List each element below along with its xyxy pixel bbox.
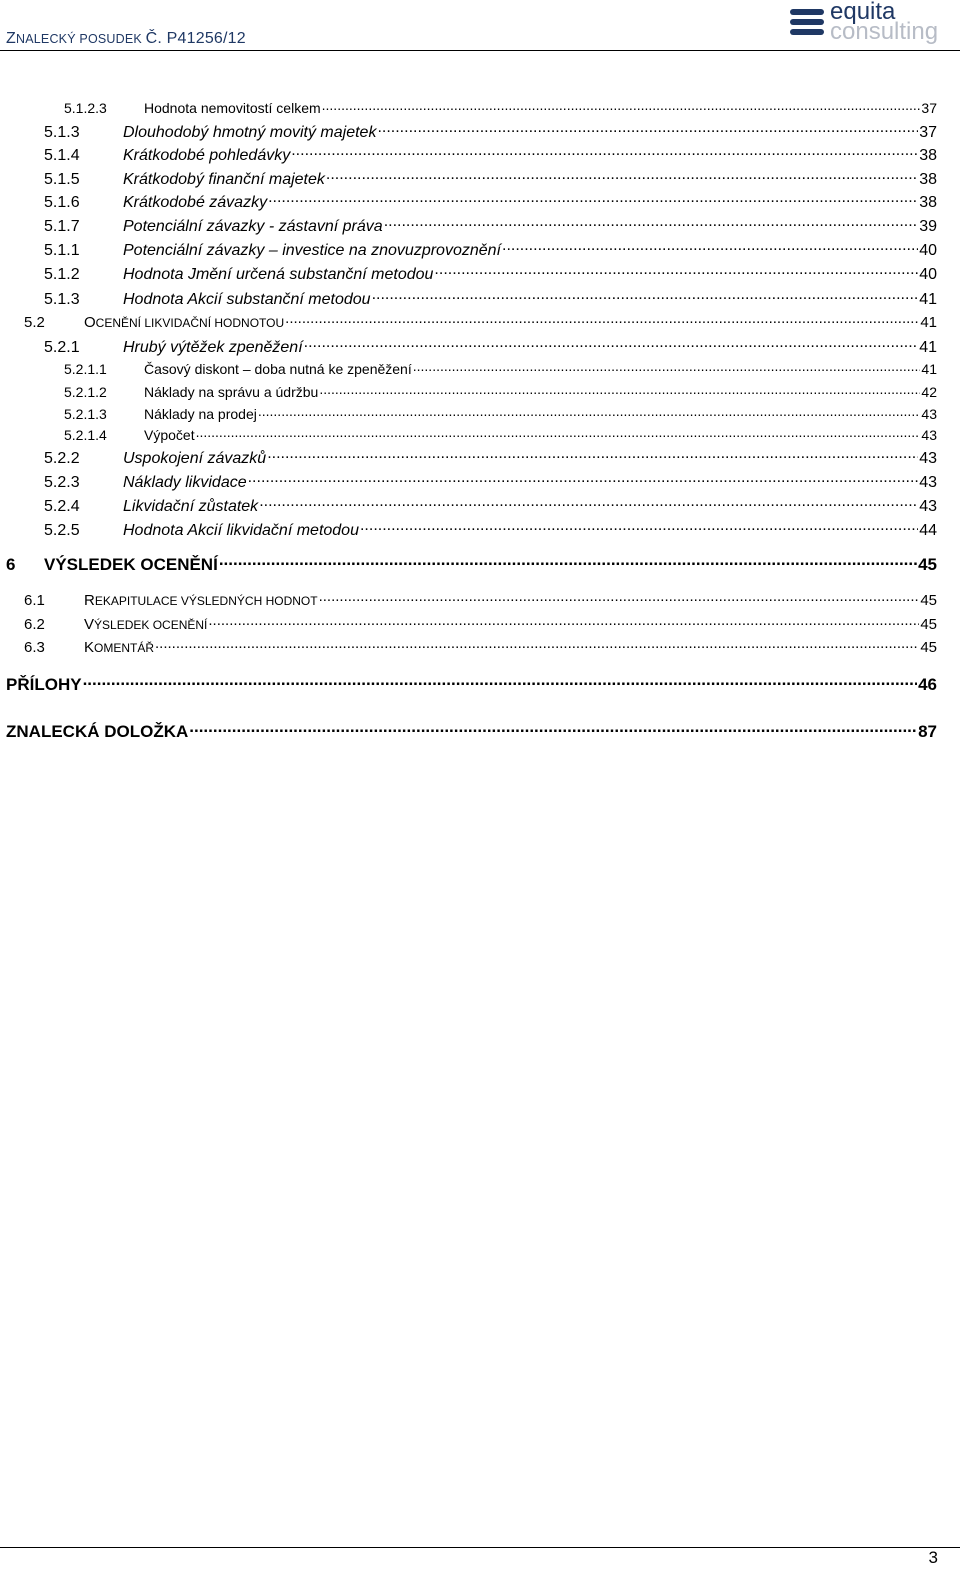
toc-number: 5.2.5 [44, 522, 80, 539]
toc-page: 43 [921, 406, 937, 422]
toc-number: 5.1.2.3 [64, 100, 107, 116]
toc-number: 5.2.4 [44, 498, 80, 515]
toc-leader [319, 590, 920, 605]
toc-entry[interactable] [64, 426, 937, 443]
toc-leader [189, 720, 917, 737]
toc-title: Krátkodobé závazky [123, 194, 268, 211]
toc-number: 5.1.2 [44, 266, 80, 283]
toc-leader [285, 312, 919, 327]
toc-number: 5.1.6 [44, 194, 80, 211]
toc-page: 42 [921, 384, 937, 400]
toc-leader [259, 495, 918, 511]
toc-title: Časový diskont – doba nutná ke zpeněžení [144, 361, 412, 377]
toc-number: 5.2.1 [44, 339, 80, 356]
toc-leader [291, 144, 918, 160]
toc-title: Likvidační zůstatek [123, 498, 259, 515]
toc-title: Hodnota Akcií likvidační metodou [123, 522, 359, 539]
toc-page: 37 [919, 124, 937, 141]
toc-leader [319, 383, 920, 397]
toc-entry[interactable] [44, 239, 937, 260]
toc-entry[interactable] [64, 360, 937, 377]
toc-page: 87 [918, 722, 937, 741]
toc-number: 6.2 [24, 616, 45, 633]
page-number: 3 [928, 1548, 938, 1567]
toc-leader [155, 637, 919, 652]
toc-page: 41 [919, 291, 937, 308]
toc-title: Dlouhodobý hmotný movitý majetek [123, 124, 377, 141]
toc-leader [219, 553, 917, 570]
toc-page: 41 [921, 361, 937, 377]
toc-page: 46 [918, 675, 937, 694]
toc-entry[interactable] [6, 553, 937, 575]
toc-page: 41 [919, 339, 937, 356]
toc-title: ZNALECKÁ DOLOŽKA [6, 722, 189, 741]
toc-title: Výpočet [144, 427, 195, 443]
toc-title: Hodnota Akcií substanční metodou [123, 291, 371, 308]
toc-title: Krátkodobý finanční majetek [123, 171, 325, 188]
toc-title: Potenciální závazky – investice na znovuzprovoznění [123, 242, 501, 259]
toc-leader [434, 263, 918, 279]
toc-title: PŘÍLOHY [6, 675, 82, 694]
toc-entry[interactable] [44, 215, 937, 236]
toc-title: Uspokojení závazků [123, 450, 267, 467]
toc-number: 5.1.3 [44, 124, 80, 141]
toc-title: Potenciální závazky - zástavní práva [123, 218, 383, 235]
toc-page: 44 [919, 522, 937, 539]
toc-entry[interactable] [64, 383, 937, 400]
toc-entry[interactable] [64, 405, 937, 422]
toc-title: Hodnota Jmění určená substanční metodou [123, 266, 434, 283]
toc-page: 38 [919, 147, 937, 164]
toc-page: 40 [919, 242, 937, 259]
toc-number: 5.2.1.4 [64, 427, 107, 443]
toc-number: 6 [6, 555, 16, 574]
toc-title: KOMENTÁŘ [84, 639, 155, 656]
footer-divider [0, 1547, 960, 1548]
toc-entry[interactable] [6, 673, 937, 695]
toc-number: 5.1.4 [44, 147, 80, 164]
toc-entry[interactable] [44, 121, 937, 142]
toc-leader [83, 673, 918, 690]
equita-logo-icon [790, 7, 824, 39]
toc-entry[interactable] [44, 168, 937, 189]
toc-number: 5.2.1.1 [64, 361, 107, 377]
toc-entry[interactable] [44, 447, 937, 468]
toc-entry[interactable] [44, 191, 937, 212]
toc-entry[interactable] [44, 471, 937, 492]
toc-number: 5.2.1.2 [64, 384, 107, 400]
toc-number: 5.2.1.3 [64, 406, 107, 422]
toc-entry[interactable] [44, 144, 937, 165]
toc-title: Krátkodobé pohledávky [123, 147, 291, 164]
toc-entry[interactable] [6, 720, 937, 742]
toc-number: 5.2.2 [44, 450, 80, 467]
toc-number: 5.2.3 [44, 474, 80, 491]
toc-number: 5.1.3 [44, 291, 80, 308]
toc-leader [268, 191, 918, 207]
toc-title: Náklady likvidace [123, 474, 247, 491]
logo-word-consulting: consulting [830, 18, 939, 45]
equita-logo [790, 0, 955, 47]
toc-page: 45 [920, 592, 937, 609]
toc-entry[interactable] [44, 495, 937, 516]
toc-entry[interactable] [44, 336, 937, 357]
toc-leader [360, 519, 918, 535]
toc-title: OCENĚNÍ LIKVIDAČNÍ HODNOTOU [84, 314, 285, 331]
toc-number: 6.1 [24, 592, 45, 609]
toc-leader [248, 471, 919, 487]
toc-page: 43 [919, 498, 937, 515]
toc-entry[interactable] [44, 288, 937, 309]
toc-leader [372, 288, 919, 304]
toc-page: 38 [919, 171, 937, 188]
toc-leader [304, 336, 919, 352]
toc-entry[interactable] [24, 590, 937, 609]
toc-number: 6.3 [24, 639, 45, 656]
toc-page: 45 [920, 639, 937, 656]
toc-title: REKAPITULACE VÝSLEDNÝCH HODNOT [84, 592, 318, 609]
toc-title: Hrubý výtěžek zpeněžení [123, 339, 303, 356]
toc-title: Náklady na prodej [144, 406, 257, 422]
toc-number: 5.1.7 [44, 218, 80, 235]
toc-leader [322, 99, 921, 113]
toc-leader [384, 215, 919, 231]
toc-entry[interactable] [24, 637, 937, 656]
logo-word-equita: equita [830, 0, 896, 25]
toc-leader [502, 239, 918, 255]
toc-page: 40 [919, 266, 937, 283]
toc-page: 43 [919, 450, 937, 467]
toc-page: 45 [920, 616, 937, 633]
toc-entry[interactable] [24, 312, 937, 331]
page-header [0, 0, 960, 52]
toc-title: VÝSLEDEK OCENĚNÍ [44, 555, 218, 574]
toc-page: 37 [921, 100, 937, 116]
toc-leader [267, 447, 918, 463]
toc-leader [258, 405, 921, 419]
toc-leader [196, 426, 921, 440]
toc-number: 5.2 [24, 314, 45, 331]
toc-entry[interactable] [64, 99, 937, 116]
toc-title: Hodnota nemovitostí celkem [144, 100, 321, 116]
toc-entry[interactable] [44, 263, 937, 284]
toc-page: 38 [919, 194, 937, 211]
toc-leader [377, 121, 918, 137]
toc-entry[interactable] [24, 614, 937, 633]
toc-entry[interactable] [44, 519, 937, 540]
header-divider [0, 50, 960, 51]
toc-number: 5.1.1 [44, 242, 80, 259]
document-title: ZNALECKÝ POSUDEK Č. P41256/12 [6, 30, 246, 47]
toc-leader [208, 614, 919, 629]
toc-leader [413, 360, 921, 374]
toc-page: 43 [919, 474, 937, 491]
toc-title: Náklady na správu a údržbu [144, 384, 319, 400]
toc-page: 43 [921, 427, 937, 443]
toc-page: 39 [919, 218, 937, 235]
toc-title: VÝSLEDEK OCENĚNÍ [84, 616, 208, 633]
toc-page: 45 [918, 555, 937, 574]
toc-leader [326, 168, 918, 184]
toc-number: 5.1.5 [44, 171, 80, 188]
toc-page: 41 [920, 314, 937, 331]
